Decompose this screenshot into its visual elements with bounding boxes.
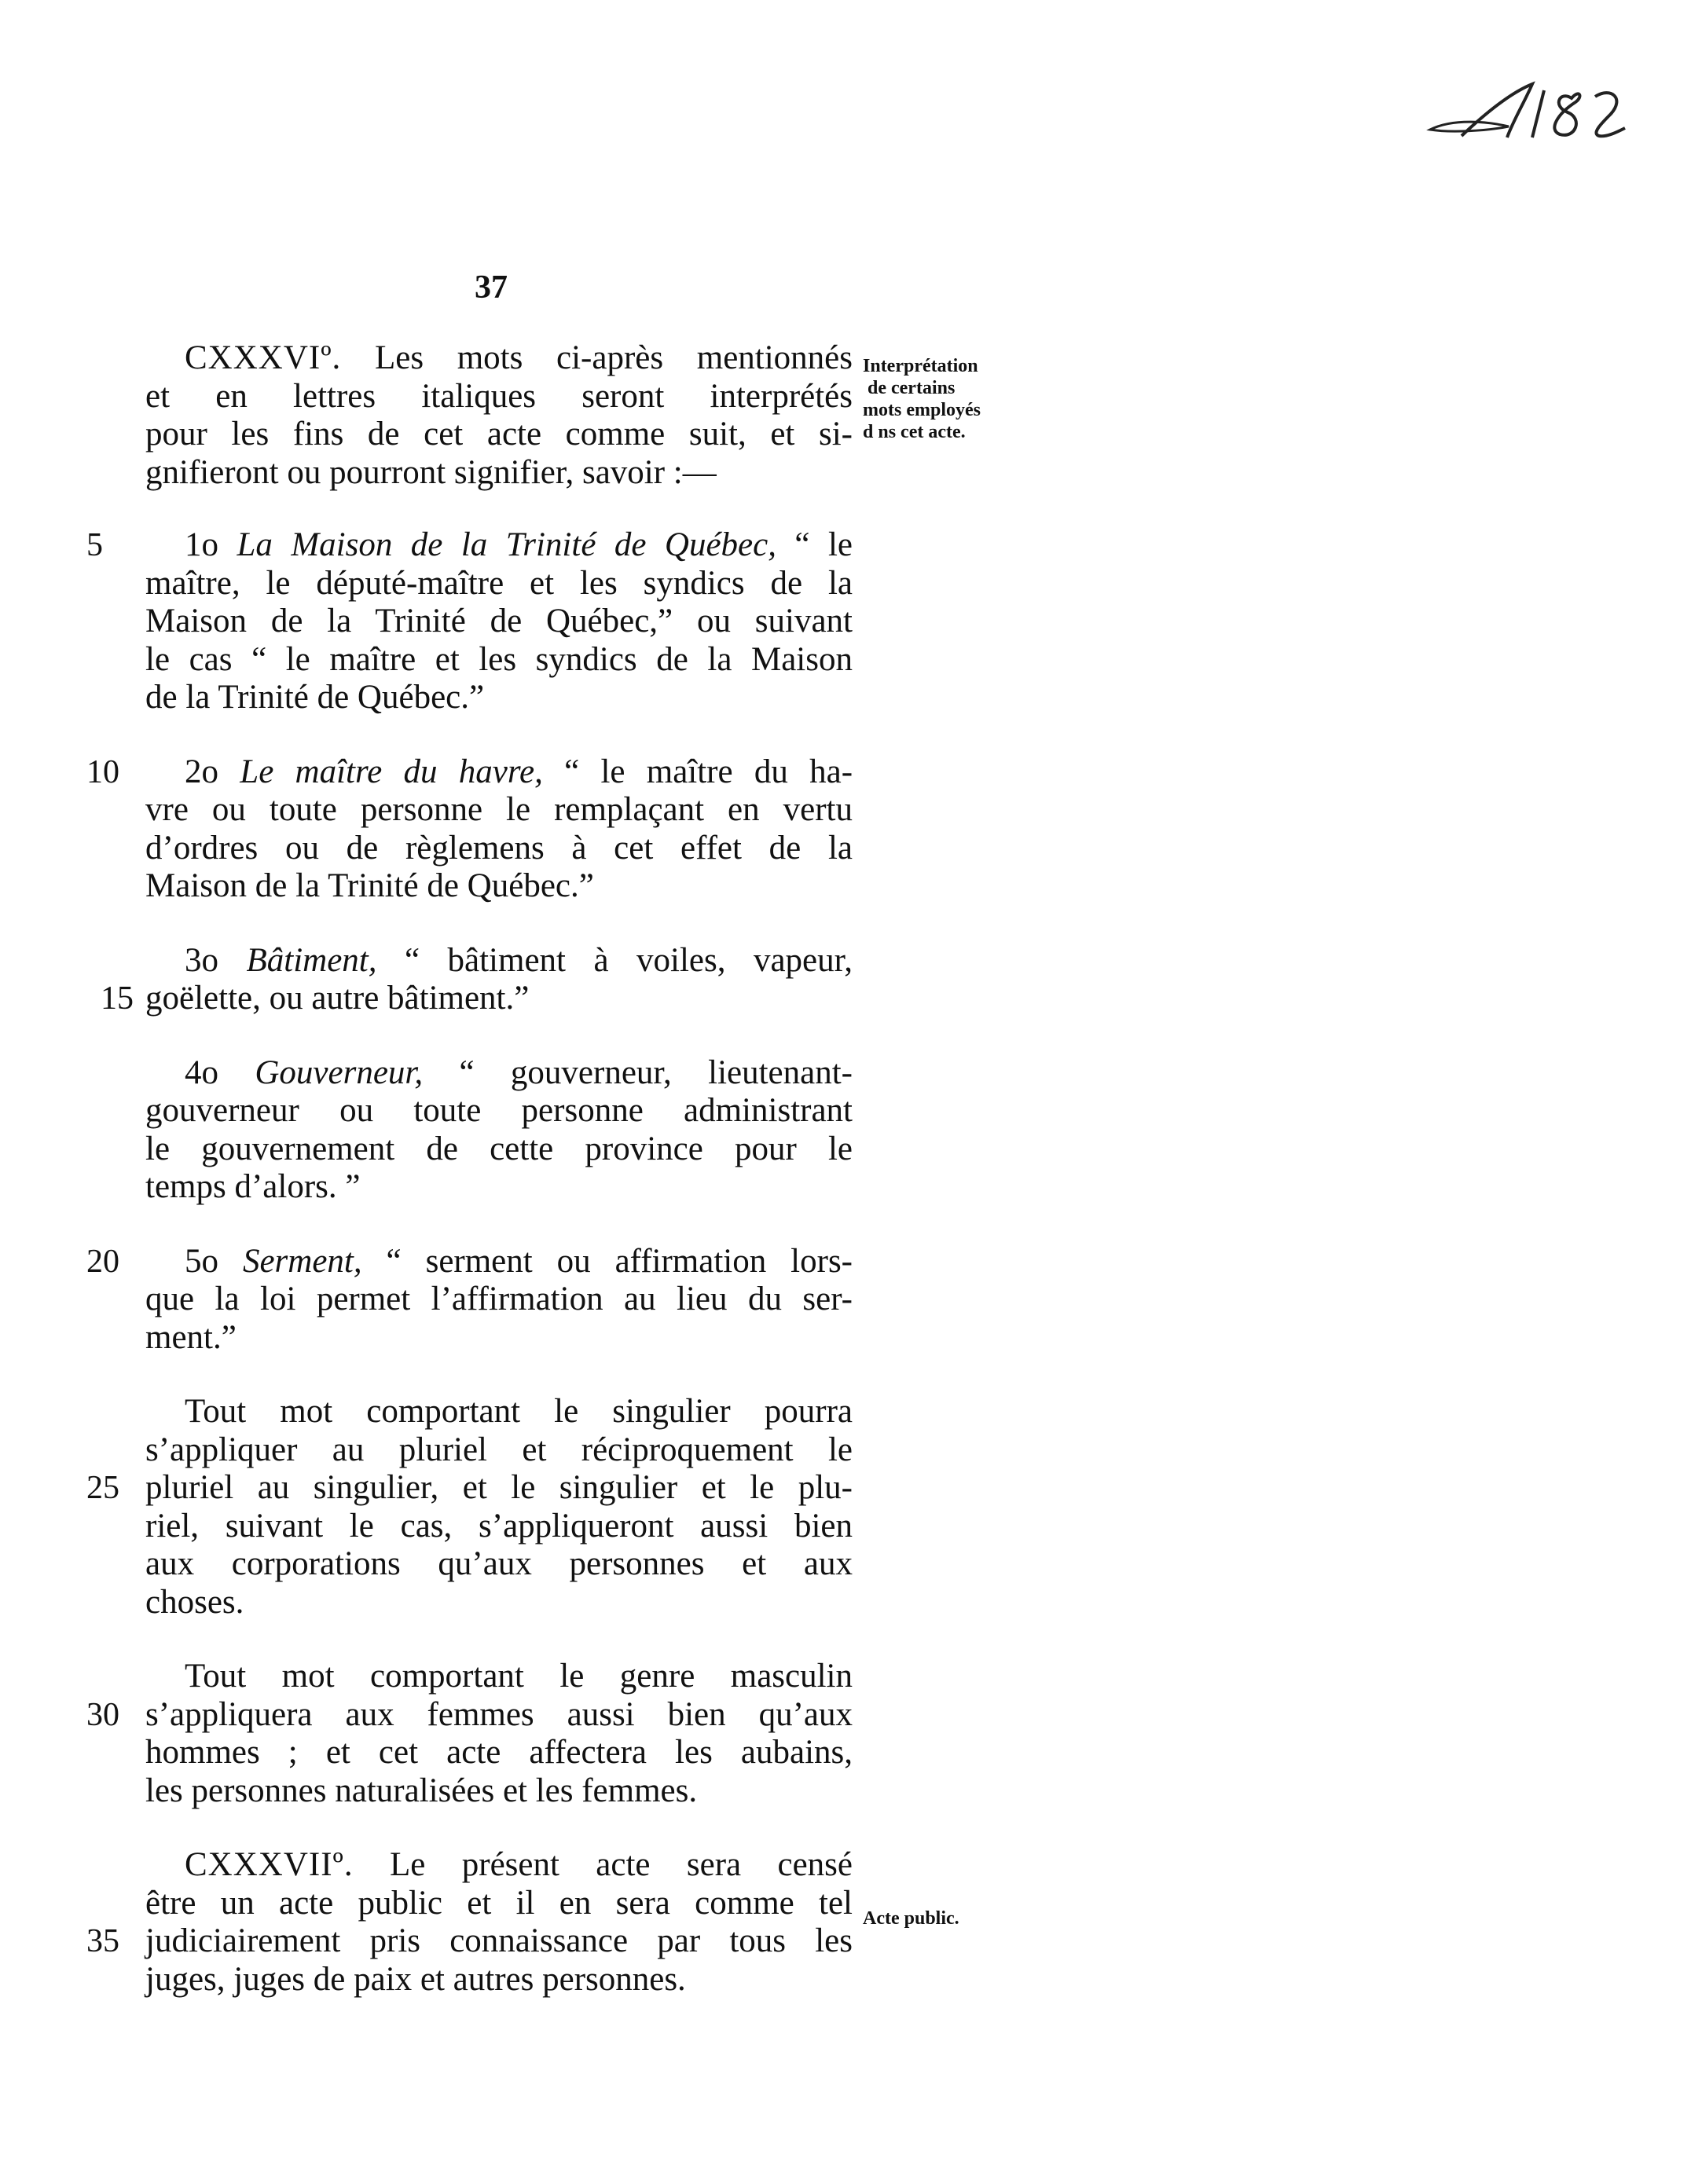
- text-line: [145, 1054, 853, 1093]
- line-number: 30: [86, 1696, 119, 1733]
- text-line: [86, 1922, 853, 1961]
- text-line: [145, 378, 853, 416]
- text-line: [145, 1092, 853, 1130]
- margin-note-acte-public: [863, 1907, 1036, 1929]
- text-line: [145, 1508, 853, 1546]
- text-segment: aux corporations qu’aux personnes et aux: [145, 1545, 853, 1582]
- text-segment: goëlette, ou autre bâtiment.”: [145, 980, 530, 1017]
- text-segment: temps d’alors. ”: [145, 1168, 361, 1205]
- text-line: [145, 1734, 853, 1772]
- text-segment: vre ou toute personne le remplaçant en vertu: [145, 791, 853, 828]
- text-line: [86, 1695, 853, 1735]
- text-segment: riel, suivant le cas, s’appliqueront aussi bien: [145, 1507, 853, 1545]
- text-segment: “ serment ou affirmation lors-: [361, 1242, 853, 1280]
- margin-note-line: Interprétation: [863, 356, 978, 376]
- text-line: [145, 867, 853, 906]
- text-line: [145, 454, 853, 493]
- text-line: [86, 753, 853, 792]
- margin-note-line: Acte public.: [863, 1908, 959, 1929]
- text-line: [145, 603, 853, 641]
- paragraph: [86, 1658, 853, 1810]
- main-text-column: [86, 339, 853, 2035]
- section-number: CXXXVIº.: [185, 339, 342, 376]
- margin-note-interpretation: [863, 355, 1036, 443]
- text-segment: “ bâtiment à voiles, vapeur,: [376, 941, 853, 979]
- text-segment: judiciairement pris connaissance par tous les: [145, 1922, 853, 1959]
- text-segment: que la loi permet l’affirmation au lieu du ser-: [145, 1281, 853, 1317]
- text-line: [145, 791, 853, 830]
- paragraph: [145, 1054, 853, 1207]
- text-line: [86, 1242, 853, 1281]
- text-segment: le gouvernement de cette province pour le: [145, 1130, 853, 1167]
- text-segment: pour les fins de cet acte comme suit, et si-: [145, 416, 853, 453]
- text-segment: gouverneur ou toute personne administrant: [145, 1092, 853, 1129]
- text-segment: Maison de la Trinité de Québec.”: [145, 867, 594, 904]
- text-segment: d’ordres ou de règlemens à cet effet de la: [145, 829, 853, 867]
- paragraph: [86, 753, 853, 906]
- paragraph: [86, 526, 853, 717]
- text-segment: pluriel au singulier, et le singulier et le plu-: [145, 1469, 853, 1506]
- text-line: [145, 1393, 853, 1431]
- text-segment: 3o: [185, 941, 247, 979]
- text-segment: juges, juges de paix et autres personnes.: [145, 1960, 686, 1998]
- text-segment: 4o: [185, 1054, 255, 1091]
- paragraph: [86, 1846, 853, 1999]
- text-line: [145, 1281, 853, 1319]
- text-segment: et en lettres italiques seront interprétés: [145, 377, 853, 415]
- line-number: 10: [86, 753, 119, 790]
- section-number: CXXXVIIº.: [185, 1846, 354, 1883]
- text-segment: s’appliquera aux femmes aussi bien qu’aux: [145, 1695, 853, 1733]
- page-number: 37: [475, 269, 508, 306]
- text-line: [145, 1658, 853, 1696]
- text-line: [86, 1469, 853, 1508]
- text-line: [145, 830, 853, 868]
- text-line: [145, 1584, 853, 1622]
- defined-term: Bâtiment,: [246, 941, 377, 979]
- text-segment: 5o: [185, 1242, 243, 1280]
- defined-term: Serment,: [242, 1242, 362, 1280]
- text-line: [145, 1130, 853, 1169]
- text-line: [86, 526, 853, 565]
- text-line: [145, 1885, 853, 1923]
- line-number: 25: [86, 1470, 119, 1506]
- margin-note-line: d ns cet acte.: [863, 422, 966, 442]
- text-segment: Tout mot comportant le genre masculin: [185, 1658, 853, 1695]
- text-segment: s’appliquer au pluriel et réciproquement le: [145, 1431, 853, 1468]
- text-segment: Le présent acte sera censé: [353, 1846, 853, 1883]
- text-segment: 2o: [185, 753, 240, 790]
- paragraph: [86, 1242, 853, 1358]
- text-line: [145, 1431, 853, 1470]
- text-segment: de la Trinité de Québec.”: [145, 679, 485, 716]
- text-segment: “ le maître du ha-: [542, 753, 853, 790]
- line-number: 15: [101, 980, 134, 1017]
- text-line: [145, 679, 853, 717]
- line-number: 20: [86, 1243, 119, 1280]
- text-segment: choses.: [145, 1583, 244, 1621]
- margin-note-line: de certains: [868, 378, 956, 398]
- line-number: 5: [86, 527, 103, 563]
- defined-term: Le maître du havre,: [240, 753, 543, 790]
- text-segment: ment.”: [145, 1318, 237, 1356]
- text-line: [145, 641, 853, 680]
- text-segment: “ le: [776, 526, 853, 563]
- text-segment: le cas “ le maître et les syndics de la Maison: [145, 640, 853, 678]
- defined-term: La Maison de la Trinité de Québec,: [237, 526, 776, 563]
- text-line: [145, 942, 853, 980]
- text-segment: Maison de la Trinité de Québec,” ou suivant: [145, 603, 853, 639]
- text-segment: hommes ; et cet acte affectera les aubains,: [145, 1734, 853, 1771]
- defined-term: Gouverneur,: [255, 1054, 424, 1091]
- text-line: [145, 1545, 853, 1584]
- text-line: [145, 1961, 853, 1999]
- paragraph: [145, 339, 853, 492]
- text-line: [145, 416, 853, 454]
- text-segment: être un acte public et il en sera comme tel: [145, 1884, 853, 1922]
- paragraph: [86, 1393, 853, 1622]
- text-line: [145, 1168, 853, 1207]
- text-line: [145, 1772, 853, 1811]
- margin-note-line: mots employés: [863, 400, 981, 420]
- text-segment: Tout mot comportant le singulier pourra: [185, 1393, 853, 1430]
- line-number: 35: [86, 1923, 119, 1959]
- text-line: [145, 1319, 853, 1358]
- text-segment: 1o: [185, 526, 237, 563]
- text-line: [101, 980, 853, 1018]
- text-segment: Les mots ci-après mentionnés: [341, 339, 853, 376]
- text-line: [145, 339, 853, 378]
- text-segment: les personnes naturalisées et les femmes.: [145, 1772, 698, 1809]
- text-segment: “ gouverneur, lieutenant-: [423, 1054, 853, 1091]
- text-segment: maître, le député-maître et les syndics de la: [145, 564, 853, 602]
- text-line: [145, 565, 853, 603]
- text-segment: gnifieront ou pourront signifier, savoir :—: [145, 453, 717, 491]
- text-line: [145, 1846, 853, 1885]
- paragraph: [101, 941, 853, 1018]
- handwritten-folio-number: [1414, 75, 1634, 145]
